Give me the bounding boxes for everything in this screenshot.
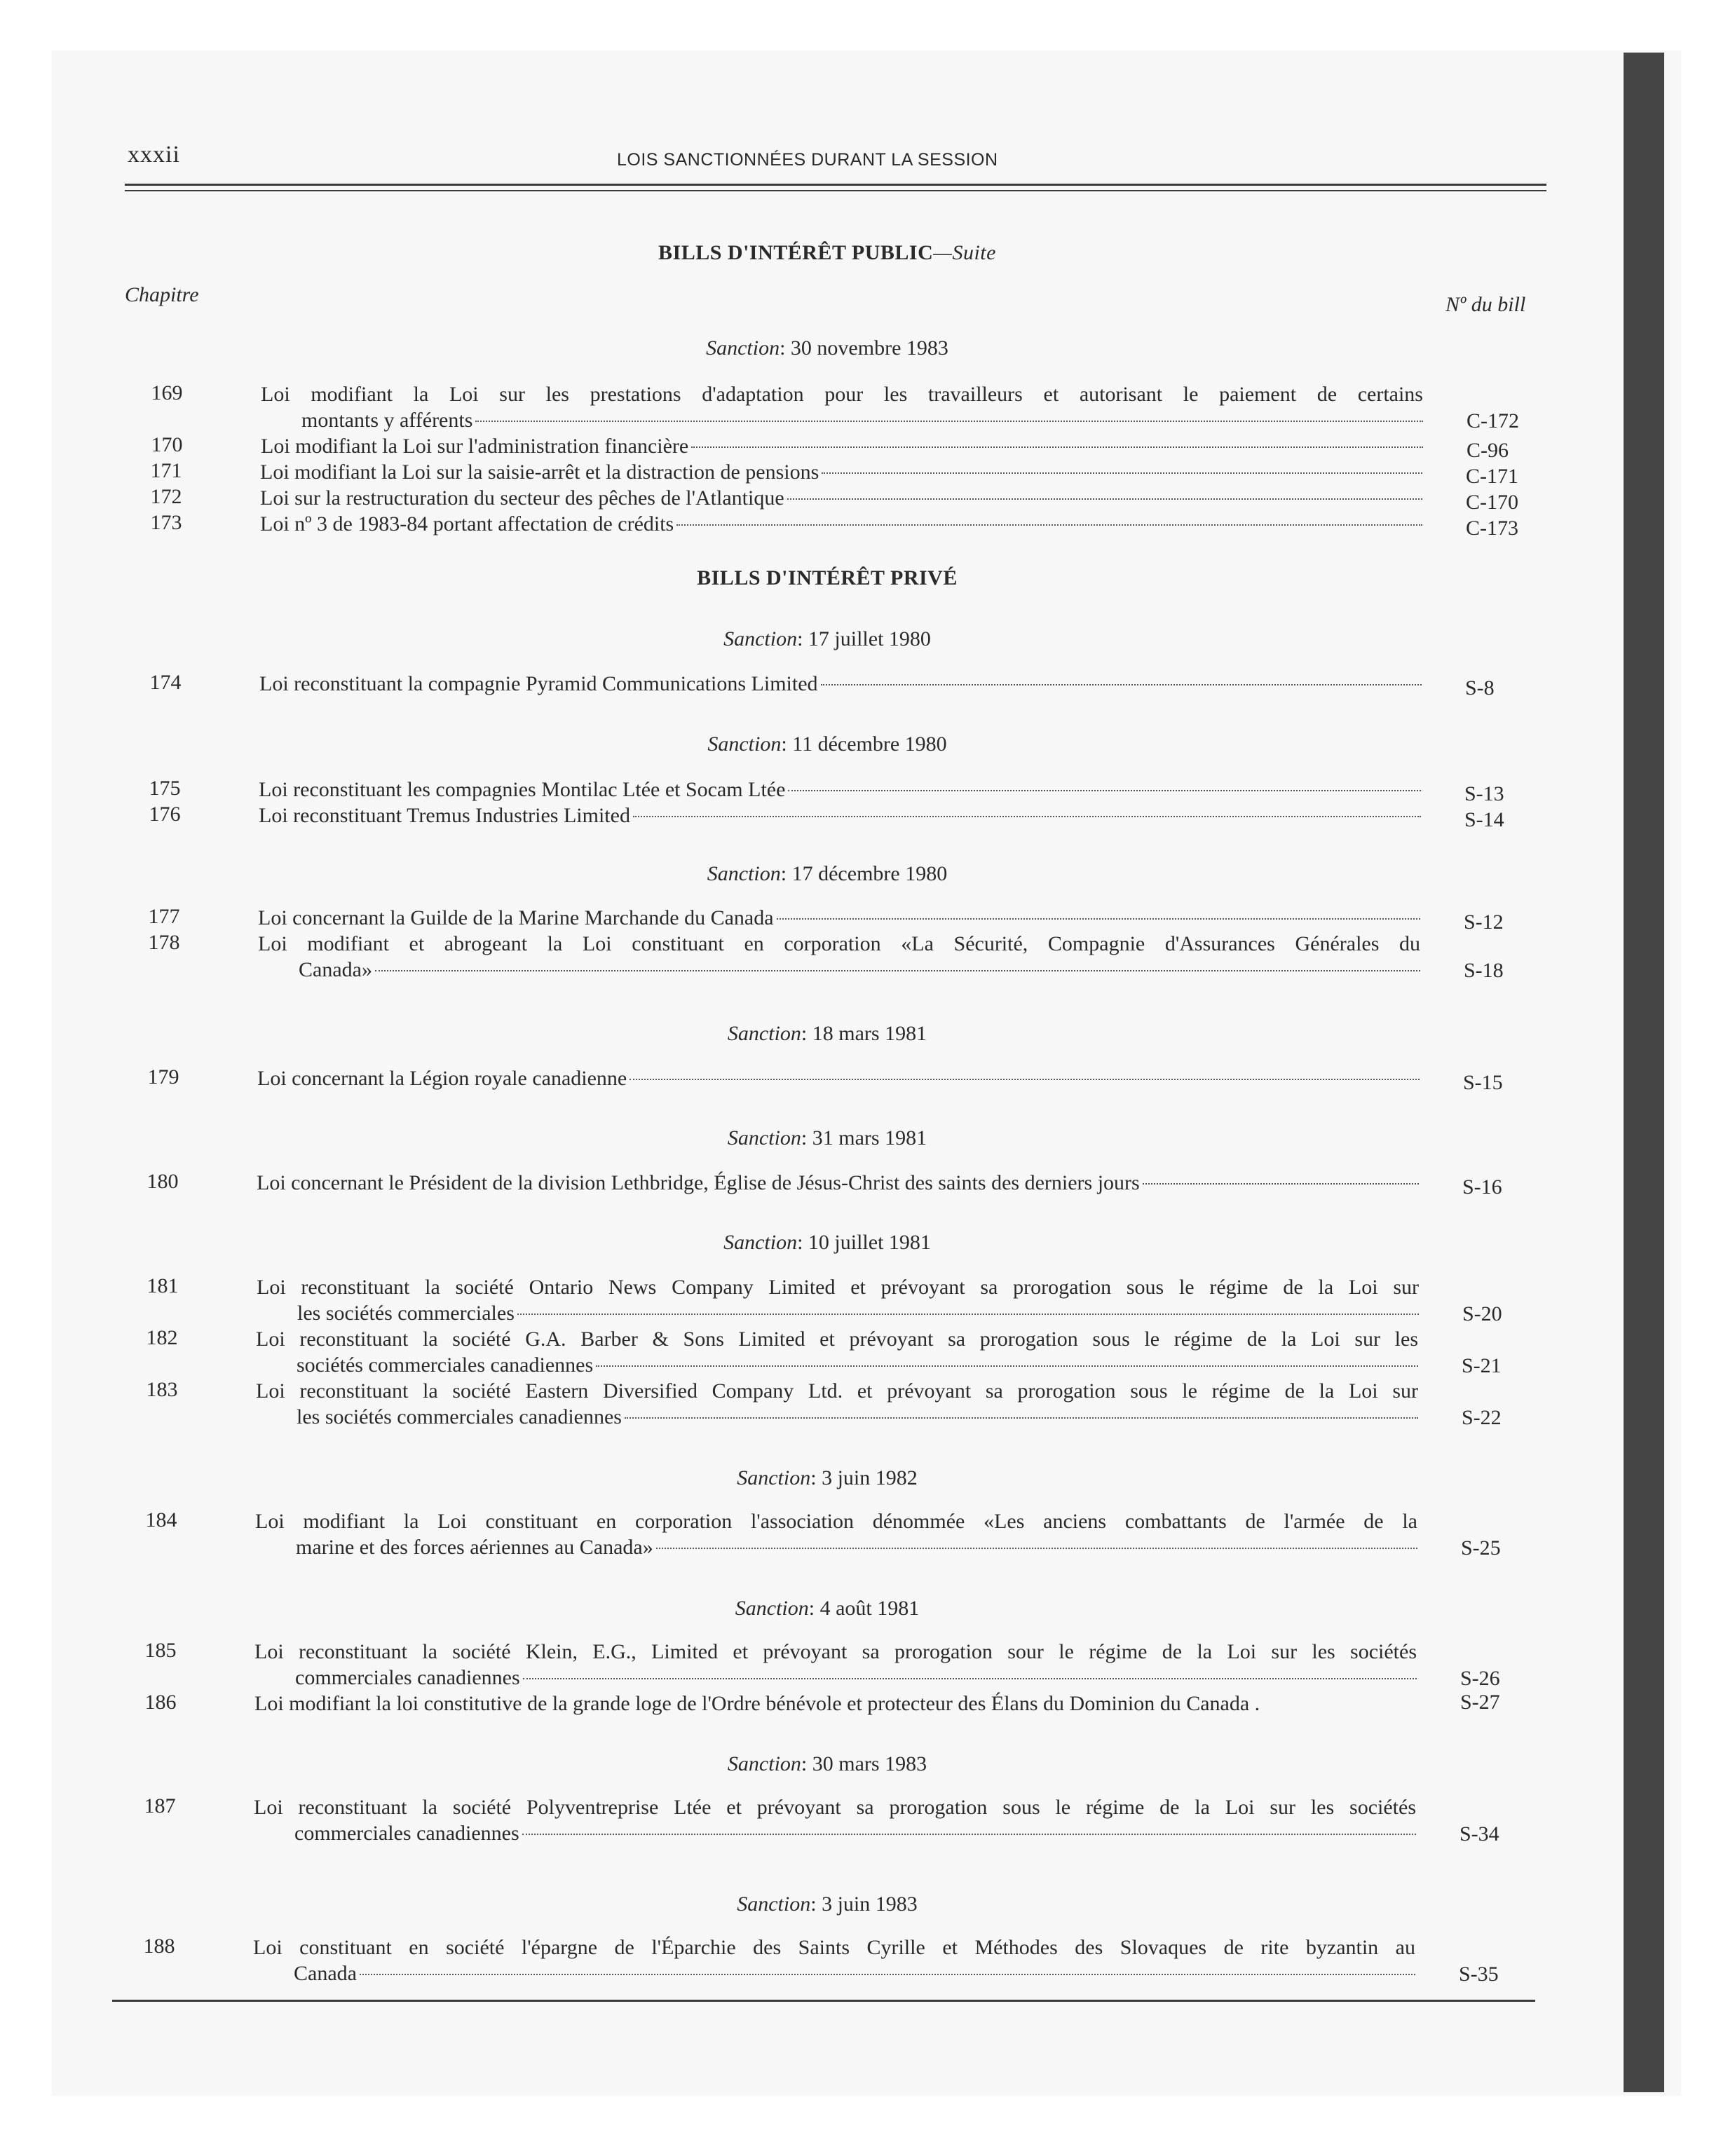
bill-title: [259, 671, 1422, 697]
sanction-date: : 4 août 1981: [808, 1597, 920, 1620]
sanction-heading: [0, 336, 1654, 360]
bill-title-continuation: les sociétés commerciales: [297, 1302, 515, 1325]
chapter-number: 174: [149, 671, 182, 694]
leader-dots: [630, 1079, 1420, 1080]
chapter-number: 171: [150, 459, 182, 482]
bill-number: S-21: [1462, 1354, 1502, 1377]
bill-title: [254, 1794, 1416, 1846]
chapter-number: 188: [143, 1935, 175, 1958]
bill-title-line: Loi reconstituant la société Klein, E.G., Limited et prévoyant sa prorogation sour le régime de la Loi sur les sociétés: [254, 1640, 1417, 1663]
column-header-chapter: Chapitre: [125, 283, 199, 306]
leader-dots: [788, 790, 1421, 791]
sanction-label: Sanction: [737, 1466, 811, 1489]
sanction-heading: [0, 1126, 1654, 1150]
leader-dots: [633, 816, 1421, 817]
leader-dots: [787, 498, 1422, 500]
bill-title-line: [260, 511, 1422, 537]
bill-title-line: [259, 777, 1421, 803]
bill-title-line: Loi reconstituant la société Ontario News Company Limited et prévoyant sa prorogation sous le régime de la Loi sur: [257, 1276, 1419, 1299]
bill-title-continuation: marine et des forces aériennes au Canada»: [296, 1536, 653, 1559]
sanction-label: Sanction: [727, 1022, 801, 1045]
sanction-date: : 3 juin 1982: [810, 1466, 918, 1489]
bill-title-text: Loi modifiant la loi constitutive de la grande loge de l'Ordre bénévole et protecteur des Élans du Dominion du Canada .: [254, 1692, 1260, 1715]
bill-title-line: [254, 1691, 1417, 1717]
bill-number: S-35: [1459, 1963, 1499, 1986]
bill-title-continuation: commerciales canadiennes: [295, 1666, 520, 1689]
sanction-heading: [0, 1752, 1654, 1776]
bill-title-line: [258, 905, 1420, 931]
bill-number: C-173: [1466, 517, 1518, 540]
bill-title-line: Loi constituant en société l'épargne de l'Éparchie des Saints Cyrille et Méthodes des Slovaques de rite byzantin au: [253, 1936, 1415, 1959]
bill-title: [253, 1935, 1415, 1986]
bill-title-continuation: montants y afférents: [301, 409, 473, 432]
bill-title: [257, 1274, 1419, 1326]
sanction-heading: [0, 1466, 1654, 1490]
leader-dots: [375, 970, 1420, 971]
bill-title: [260, 485, 1422, 511]
section-title-public: BILLS D'INTÉRÊT PUBLIC—Suite: [658, 241, 996, 264]
running-title: LOIS SANCTIONNÉES DURANT LA SESSION: [617, 150, 998, 170]
bill-title-line: [257, 1300, 1419, 1326]
chapter-number: 169: [151, 381, 183, 404]
bill-title-line: [254, 1820, 1416, 1846]
sanction-date: : 3 juin 1983: [810, 1892, 918, 1916]
leader-dots: [625, 1417, 1418, 1419]
sanction-label: Sanction: [737, 1892, 811, 1916]
header-rule: [125, 184, 1546, 186]
bill-title-text: Loi concernant la Guilde de la Marine Marchande du Canada: [258, 906, 774, 929]
bill-title-text: Loi reconstituant la compagnie Pyramid Communications Limited: [259, 672, 818, 695]
bill-title: [257, 1065, 1420, 1091]
bill-title: [256, 1326, 1418, 1378]
chapter-number: 173: [150, 511, 182, 534]
bill-title: [261, 381, 1423, 433]
bill-title-line: [261, 433, 1423, 459]
sanction-label: Sanction: [723, 1231, 798, 1254]
bill-title: [260, 459, 1422, 485]
bill-number: S-27: [1460, 1691, 1500, 1714]
leader-dots: [596, 1365, 1418, 1367]
bill-number: S-25: [1461, 1536, 1501, 1560]
bill-title-line: Loi modifiant la Loi constituant en corporation l'association dénommée «Les anciens combattants de l'armée de la: [255, 1510, 1417, 1533]
bill-number: C-96: [1467, 439, 1509, 462]
leader-dots: [360, 1974, 1415, 1975]
bill-title-line: [255, 1534, 1417, 1560]
leader-dots: [821, 684, 1422, 685]
chapter-number: 185: [144, 1639, 177, 1662]
leader-dots: [822, 472, 1422, 474]
sanction-date: : 17 décembre 1980: [780, 862, 948, 885]
sanction-date: : 31 mars 1981: [801, 1126, 927, 1149]
bill-title-text: Loi nº 3 de 1983-84 portant affectation de crédits: [260, 512, 674, 535]
chapter-number: 177: [148, 905, 180, 928]
bill-title-line: [256, 1404, 1418, 1430]
bill-title-text: Loi modifiant la Loi sur l'administration financière: [261, 435, 689, 458]
leader-dots: [522, 1834, 1416, 1835]
bill-number: S-18: [1464, 959, 1504, 982]
bill-title-text: Loi concernant la Légion royale canadienne: [257, 1067, 627, 1090]
sanction-label: Sanction: [707, 862, 781, 885]
bill-title-line: [256, 1352, 1418, 1378]
bill-number: C-171: [1466, 465, 1518, 488]
page-number: xxxii: [128, 142, 180, 168]
sanction-date: : 17 juillet 1980: [797, 627, 931, 650]
bill-number: S-22: [1462, 1406, 1502, 1429]
bill-title: [258, 931, 1420, 983]
bill-title-continuation: commerciales canadiennes: [294, 1822, 519, 1845]
bill-title-line: [257, 1170, 1419, 1196]
bill-number: S-12: [1464, 910, 1504, 934]
bill-title: [255, 1508, 1417, 1560]
bill-title-line: [254, 1665, 1417, 1691]
sanction-heading: [0, 732, 1654, 756]
bill-title: [261, 433, 1423, 459]
chapter-number: 170: [151, 433, 183, 456]
bill-number: S-34: [1460, 1822, 1499, 1845]
bill-number: S-16: [1462, 1175, 1502, 1199]
sanction-label: Sanction: [707, 732, 782, 756]
bill-title-text: Loi modifiant la Loi sur la saisie-arrêt et la distraction de pensions: [260, 460, 819, 484]
sanction-heading: [0, 1892, 1654, 1916]
leader-dots: [523, 1678, 1417, 1679]
bill-number: S-15: [1463, 1071, 1503, 1094]
bill-title-line: [261, 407, 1423, 433]
bill-title-line: Loi reconstituant la société Eastern Diversified Company Ltd. et prévoyant sa prorogation sous le régime de la Loi sur: [256, 1379, 1418, 1403]
bill-title-line: [260, 459, 1422, 485]
bill-title: [257, 1170, 1419, 1196]
bill-title-line: Loi reconstituant la société Polyventreprise Ltée et prévoyant sa prorogation sous le régime de la Loi sur les sociétés: [254, 1796, 1416, 1819]
chapter-number: 181: [147, 1274, 179, 1297]
sanction-heading: [0, 862, 1654, 886]
sanction-date: : 10 juillet 1981: [797, 1231, 931, 1254]
bill-number: S-26: [1460, 1667, 1500, 1690]
bill-number: S-20: [1462, 1302, 1502, 1325]
bill-title-line: [257, 1065, 1420, 1091]
bill-title-line: Loi reconstituant la société G.A. Barber & Sons Limited et prévoyant sa prorogation sous le régime de la Loi sur les: [256, 1328, 1418, 1351]
bill-title-continuation: Canada: [294, 1962, 357, 1985]
chapter-number: 183: [146, 1378, 178, 1401]
sanction-date: : 18 mars 1981: [801, 1022, 927, 1045]
sanction-date: : 11 décembre 1980: [781, 732, 947, 756]
bill-title-text: Loi reconstituant les compagnies Montilac Ltée et Socam Ltée: [259, 778, 786, 801]
sanction-date: : 30 novembre 1983: [780, 336, 948, 360]
chapter-number: 175: [149, 777, 181, 800]
chapter-number: 179: [147, 1065, 179, 1089]
leader-dots: [676, 524, 1422, 526]
bill-title-line: [253, 1960, 1415, 1986]
bill-number: S-13: [1464, 782, 1504, 805]
leader-dots: [1143, 1183, 1419, 1185]
bill-title: [259, 803, 1421, 828]
sanction-heading: [0, 627, 1654, 651]
sanction-heading: [0, 1022, 1654, 1046]
bill-number: C-170: [1466, 491, 1518, 514]
bill-title-continuation: Canada»: [299, 958, 372, 981]
bill-title: [254, 1639, 1417, 1691]
chapter-number: 187: [144, 1794, 176, 1817]
bill-title: [259, 777, 1421, 803]
sanction-label: Sanction: [706, 336, 780, 360]
sanction-label: Sanction: [723, 627, 798, 650]
sanction-label: Sanction: [735, 1597, 809, 1620]
bill-number: C-172: [1467, 409, 1519, 432]
bill-title: [256, 1378, 1418, 1430]
chapter-number: 172: [150, 485, 182, 508]
sanction-label: Sanction: [727, 1752, 801, 1775]
chapter-number: 176: [149, 803, 181, 826]
bill-title-line: Loi modifiant la Loi sur les prestations d'adaptation pour les travailleurs et autorisant le paiement de certains: [261, 383, 1423, 406]
bill-number: S-14: [1464, 808, 1504, 831]
chapter-number: 182: [146, 1326, 178, 1349]
bill-title: [260, 511, 1422, 537]
leader-dots: [517, 1314, 1419, 1315]
leader-dots: [656, 1548, 1417, 1549]
bill-title-continuation: sociétés commerciales canadiennes: [297, 1353, 594, 1377]
bill-title-continuation: les sociétés commerciales canadiennes: [297, 1405, 622, 1428]
leader-dots: [777, 918, 1420, 920]
sanction-heading: [0, 1231, 1654, 1255]
chapter-number: 180: [147, 1170, 179, 1193]
bill-title: [254, 1691, 1417, 1717]
bill-title-line: [260, 485, 1422, 511]
bill-number: S-8: [1465, 676, 1495, 700]
column-header-bill: Nº du bill: [1445, 293, 1526, 316]
section-title-private: BILLS D'INTÉRÊT PRIVÉ: [697, 566, 958, 589]
chapter-number: 178: [148, 931, 180, 954]
bill-title-text: Loi concernant le Président de la division Lethbridge, Église de Jésus-Christ des saints des derniers jours: [257, 1171, 1140, 1194]
leader-dots: [691, 446, 1423, 448]
header-rule-thin: [125, 190, 1546, 191]
chapter-number: 186: [144, 1691, 177, 1714]
leader-dots: [475, 421, 1423, 422]
sanction-heading: [0, 1597, 1654, 1621]
bill-title-text: Loi reconstituant Tremus Industries Limited: [259, 804, 630, 827]
bill-title-text: Loi sur la restructuration du secteur des pêches de l'Atlantique: [260, 486, 784, 510]
bill-title-line: [259, 803, 1421, 828]
footer-rule: [112, 2000, 1535, 2002]
bill-title-line: [259, 671, 1422, 697]
bill-title: [258, 905, 1420, 931]
sanction-label: Sanction: [727, 1126, 801, 1149]
bill-title-line: [258, 957, 1420, 983]
bill-title-line: Loi modifiant et abrogeant la Loi constituant en corporation «La Sécurité, Compagnie d'Assurances Générales du: [258, 932, 1420, 955]
chapter-number: 184: [145, 1508, 177, 1531]
sanction-date: : 30 mars 1983: [801, 1752, 927, 1775]
